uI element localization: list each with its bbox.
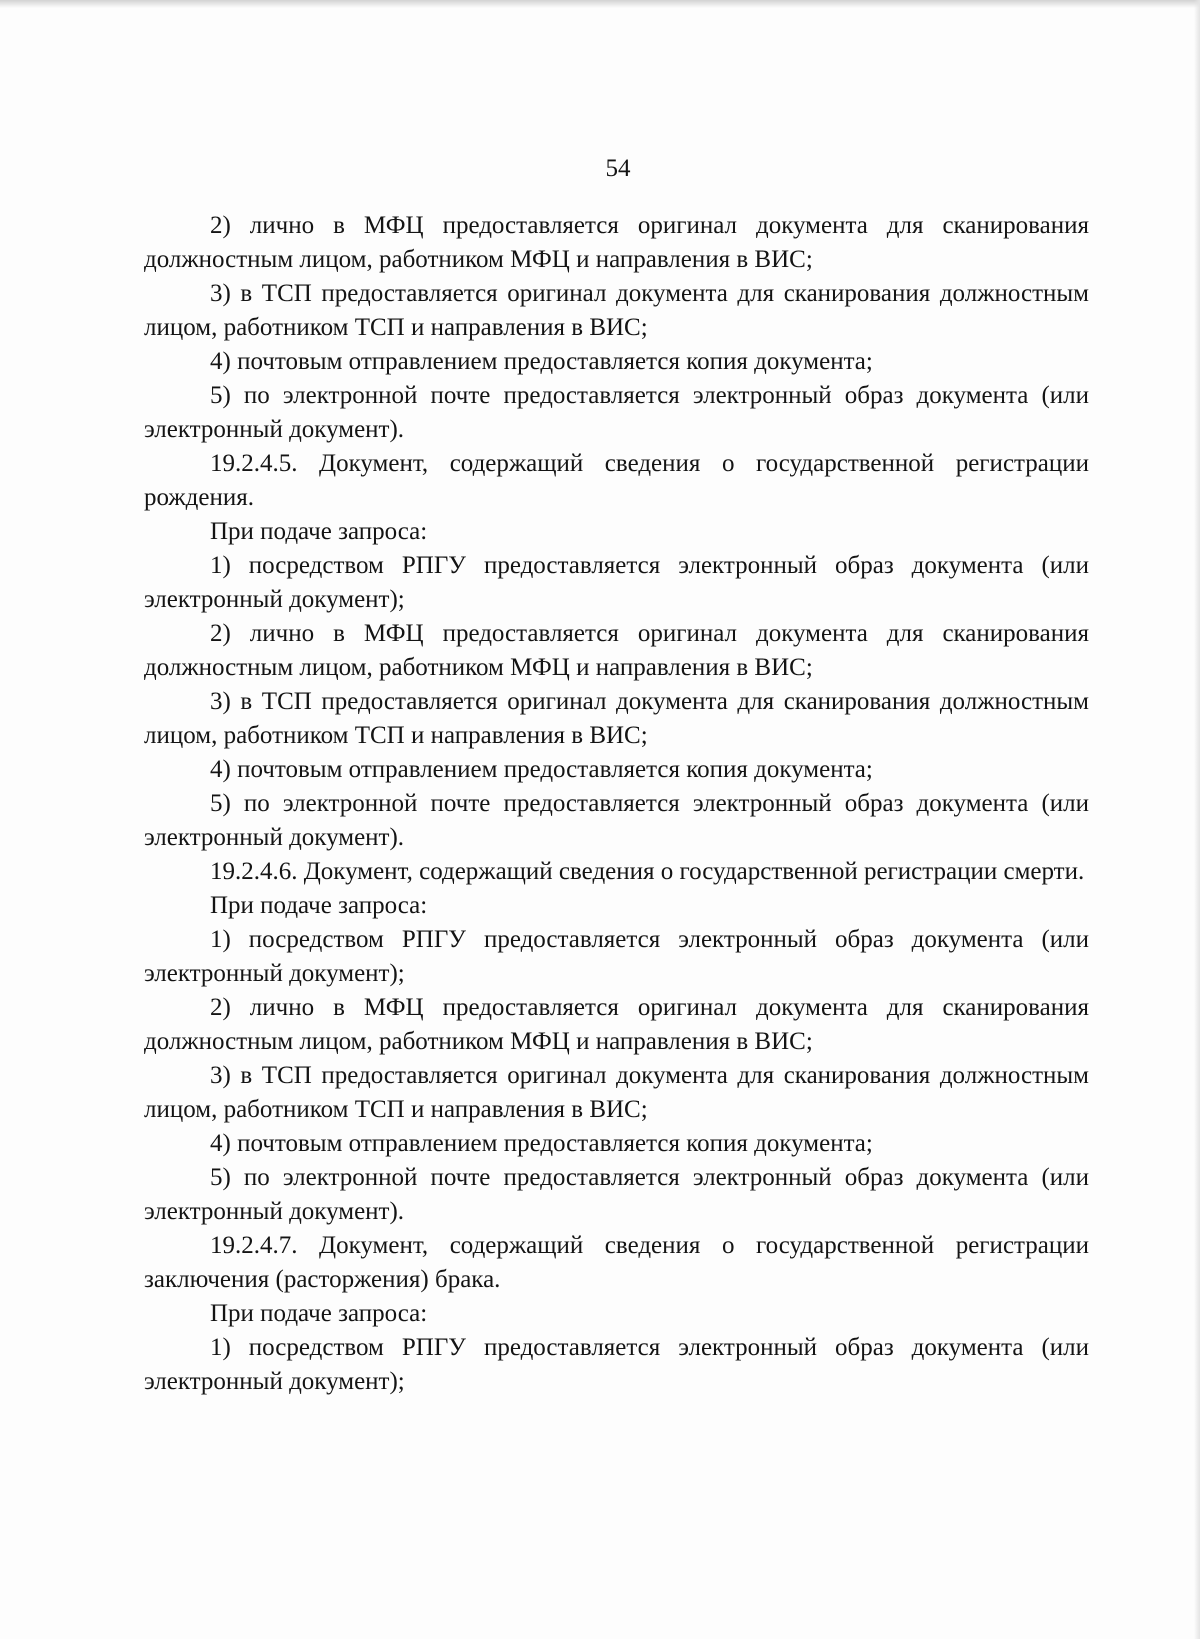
paragraph: 4) почтовым отправлением предоставляется копия документа; (210, 348, 873, 375)
paragraph: 3) в ТСП предоставляется оригинал документа для сканирования должностным лицом, работником ТСП и направления в ВИС; (144, 1062, 1089, 1123)
scan-edge-top (0, 0, 1200, 8)
paragraph: 5) по электронной почте предоставляется электронный образ документа (или электронный документ). (144, 382, 1089, 443)
paragraph: При подаче запроса: (210, 892, 428, 919)
page-number: 54 (605, 155, 631, 182)
paragraph: 1) посредством РПГУ предоставляется электронный образ документа (или электронный документ); (144, 926, 1089, 987)
paragraph: 3) в ТСП предоставляется оригинал документа для сканирования должностным лицом, работником ТСП и направления в ВИС; (144, 280, 1089, 341)
paragraph: 5) по электронной почте предоставляется электронный образ документа (или электронный документ). (144, 790, 1089, 851)
paragraph: 1) посредством РПГУ предоставляется электронный образ документа (или электронный документ); (144, 1334, 1089, 1395)
paragraph: 2) лично в МФЦ предоставляется оригинал документа для сканирования должностным лицом, работником МФЦ и направления в ВИС; (144, 620, 1089, 681)
paragraph: 5) по электронной почте предоставляется электронный образ документа (или электронный документ). (144, 1164, 1089, 1225)
paragraph: При подаче запроса: (210, 1300, 428, 1327)
section-heading: 19.2.4.5. Документ, содержащий сведения о государственной регистрации рождения. (144, 450, 1089, 511)
paragraph: 4) почтовым отправлением предоставляется копия документа; (210, 756, 873, 783)
paragraph: При подаче запроса: (210, 518, 428, 545)
paragraph: 4) почтовым отправлением предоставляется копия документа; (210, 1130, 873, 1157)
section-heading: 19.2.4.7. Документ, содержащий сведения о государственной регистрации заключения (расторжения) брака. (144, 1232, 1089, 1293)
paragraph: 1) посредством РПГУ предоставляется электронный образ документа (или электронный документ); (144, 552, 1089, 613)
section-heading: 19.2.4.6. Документ, содержащий сведения о государственной регистрации смерти. (210, 858, 1085, 885)
document-body (144, 209, 1089, 1399)
paragraph: 2) лично в МФЦ предоставляется оригинал документа для сканирования должностным лицом, работником МФЦ и направления в ВИС; (144, 212, 1089, 273)
paragraph: 2) лично в МФЦ предоставляется оригинал документа для сканирования должностным лицом, работником МФЦ и направления в ВИС; (144, 994, 1089, 1055)
scan-edge-right (1194, 0, 1200, 1639)
paragraph: 3) в ТСП предоставляется оригинал документа для сканирования должностным лицом, работником ТСП и направления в ВИС; (144, 688, 1089, 749)
